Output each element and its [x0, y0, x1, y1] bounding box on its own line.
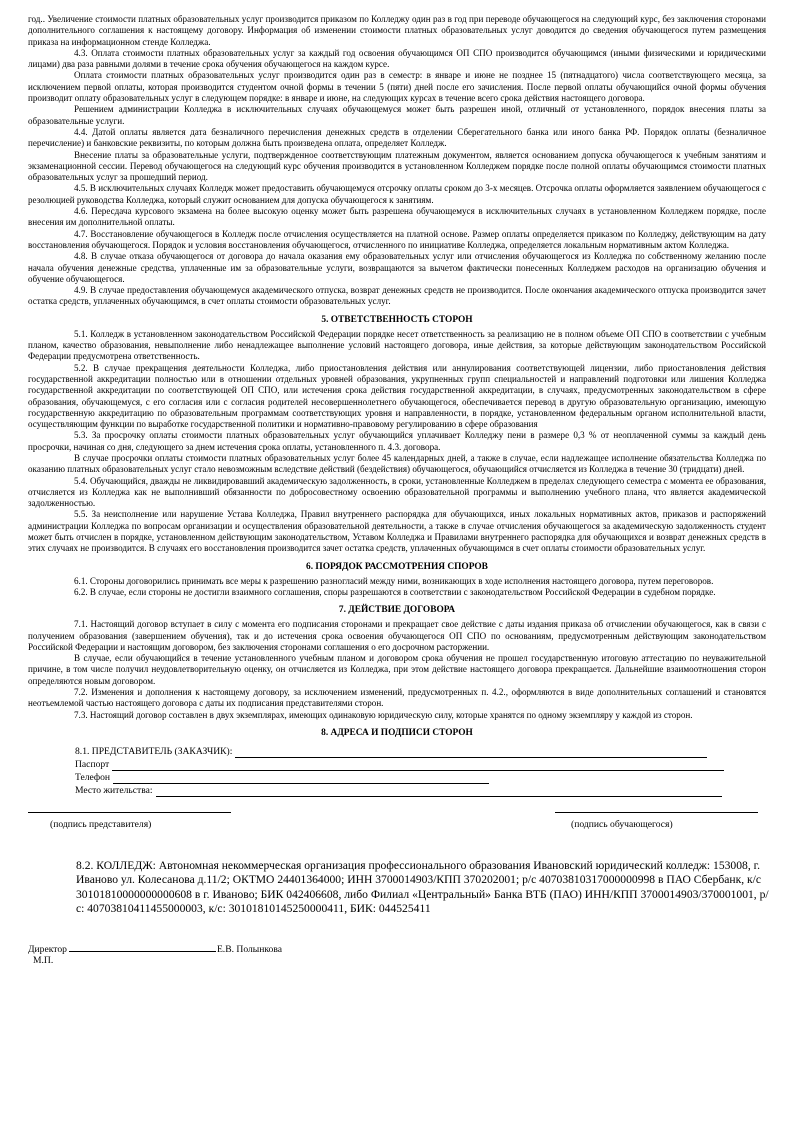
paragraph: 4.8. В случае отказа обучающегося от договора до начала оказания ему образовательных услуг или отчисления обучающегося из Колледжа по собственному желанию после начала обучения денежные средства, уплаченные им за образовательные услуги, возвращаются за вычетом фактически понесенных Колледжем расходов на организацию обучения и обучение обучающегося.: [28, 251, 766, 284]
student-signature-label: (подпись обучающегося): [571, 818, 673, 830]
section-4-continuation: [28, 14, 766, 308]
director-label: Директор: [28, 943, 67, 955]
paragraph: 4.4. Датой оплаты является дата безналичного перечисления денежных средств в отделении Сберегательного банка или иного банка РФ. Порядок оплаты (безналичное перечисление) и банковские реквизиты, по которым должна быть произведена оплата, определяет Колледж.: [28, 126, 766, 149]
student-signature-line[interactable]: [555, 811, 758, 813]
paragraph: Оплата стоимости платных образовательных услуг производится один раз в семестр: в январе и июне не позднее 15 (пятнадцатого) числа соответствующего месяца, за исключением первой оплаты, которая производится студентом очной формы в течении 5 (пяти) дней после его зачисления. После первой оплаты обучающийся очной формы обучения производит оплату образовательных услуг в следующем порядке: в январе и июне, на следующих курсах в течение всего срока действия настоящего договора.: [28, 70, 766, 104]
representative-signature-line[interactable]: [28, 811, 231, 813]
paragraph: 4.9. В случае предоставления обучающемуся академического отпуска, возврат денежных средств не производится. После окончания академического отпуска производится зачет остатка средств, уплаченных обучающимся, в счет оплаты стоимости образовательных услуг.: [28, 285, 766, 307]
passport-line: [75, 758, 775, 771]
passport-label: Паспорт: [75, 758, 110, 770]
residence-label: Место жительства:: [75, 784, 153, 796]
paragraph: год.. Увеличение стоимости платных образовательных услуг производится приказом по Колледжу один раз в год при переводе обучающегося на следующий курс, без заключения сторонами дополнительного соглашения к настоящему договору. Информация об изменении стоимости платных образовательных услуг доводится до сведения обучающегося путем размещения приказа на информационном стенде Колледжа.: [28, 14, 766, 47]
paragraph: 4.6. Пересдача курсового экзамена на более высокую оценку может быть разрешена обучающемуся в исключительных случаях в установленном Колледжем порядке, после внесения им дополнительной оплаты.: [28, 206, 766, 228]
representative-field[interactable]: [235, 748, 707, 758]
college-details: 8.2. КОЛЛЕДЖ: Автономная некоммерческая организация профессионального образования Ивановский юридический колледж: 153008, г. Иваново ул. Колесанова д.11/2; ОКТМО 24401364000; ИНН 3700014903/КПП 370202001; р/с 40703810317000000998 в ПАО Сбербанк, к/с 30101810000000000608 в г. Иваново; БИК 042406608, либо Филиал «Центральный» Банка ВТБ (ПАО) ИНН/КПП 3700014903/370001001, р/с: 40703810411455000003, к/с: 30101810145250000411, БИК: 044525411: [76, 858, 769, 916]
director-line: [28, 943, 766, 955]
director-name: Е.В. Полынкова: [216, 943, 282, 955]
representative-label: 8.1. ПРЕДСТАВИТЕЛЬ (ЗАКАЗЧИК):: [75, 745, 233, 757]
residence-line: [75, 784, 775, 797]
section-6: [28, 562, 766, 599]
signature-block: [28, 811, 766, 845]
paragraph: 4.3. Оплата стоимости платных образовательных услуг за каждый год освоения обучающимся ОП СПО производится обучающимся (иными физическими и юридическими лицами) два раза равными долями в течение срока обучения обучающегося на каждом курсе.: [28, 47, 766, 70]
paragraph: Внесение платы за образовательные услуги, подтвержденное соответствующим платежным документом, является основанием допуска обучающегося к учебным занятиям и экзаменационной сессии. Перевод обучающегося на следующий курс обучения производится в установленном Колледжем порядке после полной оплаты обучающимся стоимости платных образовательных услуг за прошедший период.: [28, 149, 766, 183]
paragraph: 4.7. Восстановление обучающегося в Колледж после отчисления осуществляется на платной основе. Размер оплаты определяется приказом по Колледжу, действующим на дату восстановления обучающегося. Порядок и условия восстановления обучающегося, отчисленного по инициативе Колледжа, определяется локальным нормативным актом Колледжа.: [28, 228, 766, 250]
paragraph: 7.1. Настоящий договор вступает в силу с момента его подписания сторонами и прекращает свое действие с даты издания приказа об отчислении обучающегося, как в связи с получением образования (завершением обучения), так и до истечения срока освоения обучающегося ОП СПО по основаниям, предусмотренным действующим законодательством Российской Федерации и настоящим договором, без заключения сторонами соглашения о его досрочном расторжении.: [28, 619, 766, 652]
passport-field[interactable]: [112, 761, 724, 771]
paragraph: Решением администрации Колледжа в исключительных случаях обучающемуся может быть разрешен иной, отличный от установленного, порядок внесения платы за образовательные услуги.: [28, 104, 766, 126]
paragraph: 5.5. За неисполнение или нарушение Устава Колледжа, Правил внутреннего распорядка для обучающихся, иных локальных нормативных актов, приказов и распоряжений администрации Колледжа по вопросам организации и осуществления образовательной деятельности, а также в случае отчисления обучающегося за академическую задолженность студент может быть отчислен в порядке, установленном действующим законодательством, Уставом Колледжа и Правилами внутреннего распорядка для обучающихся и возврат денежных средств в этих случаях не производится. В случаях его восстановления производится зачет остатка средств, уплаченных обучающимся в счет оплаты стоимости образовательных услуг.: [28, 509, 766, 554]
phone-field[interactable]: [113, 774, 489, 784]
paragraph: 7.2. Изменения и дополнения к настоящему договору, за исключением изменений, предусмотренных п. 4.2., оформляются в виде дополнительных соглашений и становятся неотъемлемой частью настоящего договора с даты их подписания представителями сторон.: [28, 687, 766, 709]
paragraph: 5.3. За просрочку оплаты стоимости платных образовательных услуг обучающийся уплачивает Колледжу пени в размере 0,3 % от неоплаченной суммы за каждый день просрочки, начиная со дня, следующего за днем истечения срока оплаты, установленного п. 4.3. договора.: [28, 430, 766, 452]
section-5: [28, 315, 766, 555]
paragraph: В случае просрочки оплаты стоимости платных образовательных услуг более 45 календарных дней, а также в случае, если надлежащее исполнение обязательства Колледжа по оказанию платных образовательных услуг стало невозможным вследствие действий (бездействия) обучающегося, обучающийся отчисляется из Колледжа в течение 30 (тридцати) дней.: [28, 452, 766, 475]
representative-line: [75, 745, 775, 758]
section-heading: 7. ДЕЙСТВИЕ ДОГОВОРА: [338, 605, 456, 616]
section-8: [28, 727, 769, 966]
paragraph: 6.1. Стороны договорились принимать все меры к разрешению разногласий между ними, возникающих в ходе исполнения настоящего договора, путем переговоров.: [74, 575, 714, 586]
residence-field[interactable]: [156, 787, 722, 797]
director-signature-line[interactable]: [69, 943, 216, 952]
phone-label: Телефон: [75, 771, 111, 783]
paragraph: 5.4. Обучающийся, дважды не ликвидировавший академическую задолженность, в сроки, установленные Колледжем в пределах следующего семестра с момента ее образования, отчисляется из Колледжа как не выполнивший обязанности по добросовестному освоению образовательной программы и выполнению учебного плана, что является академической задолженностью.: [28, 475, 766, 509]
paragraph: 7.3. Настоящий договор составлен в двух экземплярах, имеющих одинаковую юридическую силу, которые хранятся по одному экземпляру у каждой из сторон.: [74, 709, 693, 720]
phone-line: [75, 771, 775, 784]
stamp-label: М.П.: [33, 954, 54, 966]
paragraph: 5.1. Колледж в установленном законодательством Российской Федерации порядке несет ответственность за реализацию не в полном объеме ОП СПО в соответствии с учебным планом, качество образования, невыполнение либо ненадлежащее выполнение условий настоящего договора, иные действия, за которые действующим законодательством Российской Федерации предусмотрена ответственность.: [28, 328, 766, 362]
section-heading: 6. ПОРЯДОК РАССМОТРЕНИЯ СПОРОВ: [306, 561, 488, 572]
section-heading: 8. АДРЕСА И ПОДПИСИ СТОРОН: [321, 727, 473, 738]
contract-page: [28, 14, 769, 966]
director-block: [28, 943, 766, 966]
section-7: [28, 605, 766, 721]
representative-form: [75, 745, 775, 797]
paragraph: В случае, если обучающийся в течение установленного учебным планом и договором срока обучения не прошел государственную итоговую аттестацию по неуважительной причине, в том числе получил неудовлетворительную оценку, он отчисляется из Колледжа, при этом действие настоящего договора прекращается. Дальнейшие взаимоотношения сторон определяются новым договором.: [28, 653, 766, 686]
paragraph: 5.2. В случае прекращения деятельности Колледжа, либо приостановления действия или аннулирования соответствующей лицензии, либо приостановления действия государственной аккредитации полностью или в отношении отдельных уровней образования, укрупненных групп специальностей и направлений подготовки или лишения Колледжа государственной аккредитации по соответствующей ОП СПО, или истечения срока действия государственной аккредитации, в случаях, предусмотренных законодательством в сфере образования, обучающемуся, с его согласия или с согласия родителей несовершеннолетнего обучающегося, обеспечивается перевод в другую образовательную организацию, имеющую государственную аккредитацию по образовательным программам соответствующих уровня и направленности, в порядке, установленном федеральным органом исполнительной власти, осуществляющим функции по выработке государственной политики и нормативно-правовому регулированию в сфере образования: [28, 362, 766, 430]
representative-signature-label: (подпись представителя): [50, 818, 152, 830]
paragraph: 6.2. В случае, если стороны не достигли взаимного соглашения, споры разрешаются в соответствии с законодательством Российской Федерации в судебном порядке.: [74, 586, 716, 597]
paragraph: 4.5. В исключительных случаях Колледж может предоставить обучающемуся отсрочку оплаты сроком до 3-х месяцев. Отсрочка оплаты оформляется заявлением обучающегося с резолюцией руководства Колледжа, который служит основанием для допуска обучающегося к занятиям.: [28, 183, 766, 205]
section-heading: 5. ОТВЕТСТВЕННОСТЬ СТОРОН: [321, 314, 473, 325]
